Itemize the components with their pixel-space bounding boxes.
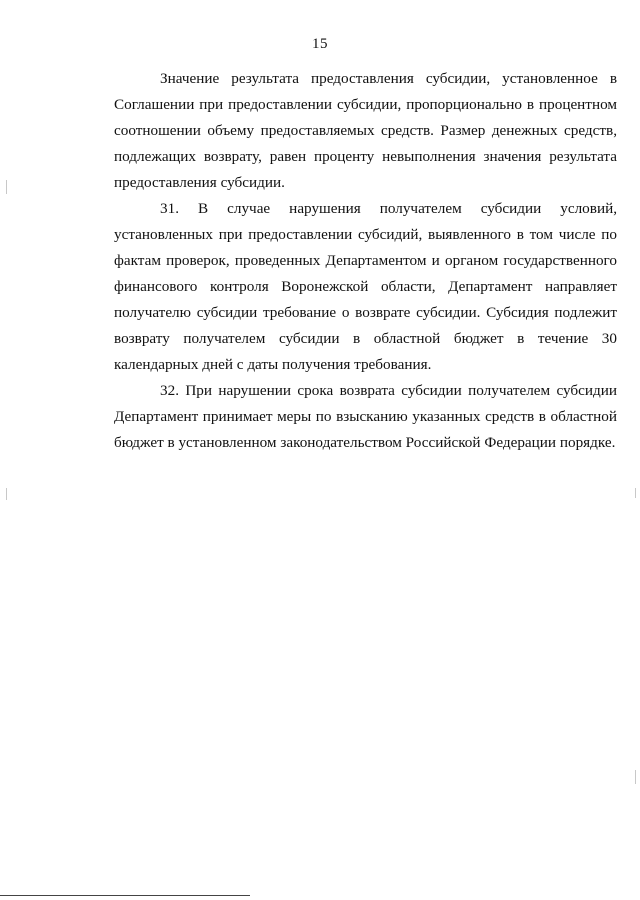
scan-artifact-mark	[6, 488, 7, 500]
document-body	[114, 66, 617, 456]
scan-artifact-mark	[635, 488, 636, 498]
paragraph-32-recovery-measures: 32. При нарушении срока возврата субсидии получателем субсидии Департамент принимает меры по взысканию указанных средств в областной бюджет в установленном законодательством Российской Федерации порядке.	[114, 382, 617, 451]
scan-artifact-mark	[6, 180, 7, 194]
scan-artifact-mark	[635, 770, 636, 784]
paragraph-subsidy-result-value: Значение результата предоставления субсидии, установленное в Соглашении при предоставлении субсидии, пропорционально в процентном соотношении объему предоставляемых средств. Размер денежных средств, подлежащих возврату, равен проценту невыполнения значения результата предоставления субсидии.	[114, 70, 617, 191]
page-number: 15	[312, 36, 328, 52]
bottom-rule-line	[0, 895, 250, 896]
paragraph-31-subsidy-return-demand: 31. В случае нарушения получателем субсидии условий, установленных при предоставлении субсидий, выявленного в том числе по фактам проверок, проведенных Департаментом и органом государственного финансового контроля Воронежской области, Департамент направляет получателю субсидии требование о возврате субсидии. Субсидия подлежит возврату получателем субсидии в областной бюджет в течение 30 календарных дней с даты получения требования.	[114, 200, 617, 373]
